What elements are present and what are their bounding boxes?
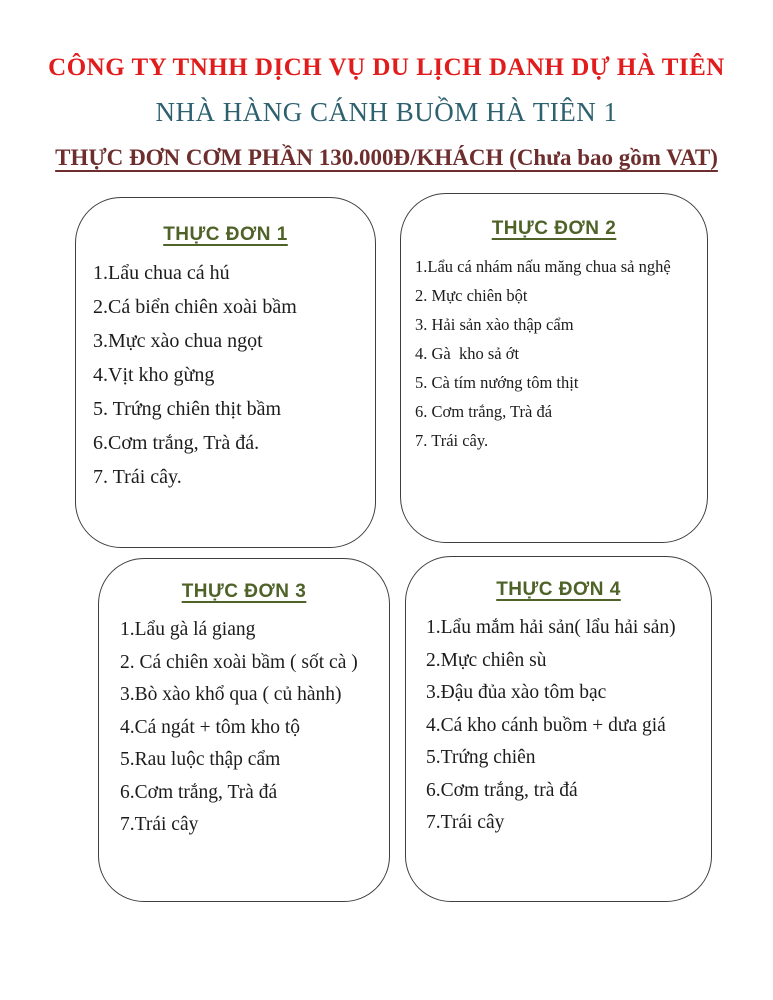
- menu-item: 7. Trái cây.: [93, 466, 182, 488]
- menu-item: 6.Cơm trắng, trà đá: [426, 779, 578, 801]
- menu-item: 6. Cơm trắng, Trà đá: [415, 402, 553, 421]
- menu-item: 4.Vịt kho gừng: [93, 364, 215, 386]
- menu-box-2: [400, 193, 708, 543]
- menu-item: 2.Cá biển chiên xoài bầm: [93, 296, 297, 318]
- menu-item: 4.Cá kho cánh buồm + dưa giá: [426, 714, 666, 736]
- menu-4-title: THỰC ĐƠN 4: [496, 579, 621, 600]
- restaurant-title: NHÀ HÀNG CÁNH BUỒM HÀ TIÊN 1: [155, 97, 618, 127]
- menu-item: 7. Trái cây.: [415, 431, 489, 450]
- menu-item: 1.Lẩu chua cá hú: [93, 262, 230, 284]
- menu-box-4: [405, 556, 712, 902]
- price-header-text: THỰC ĐƠN CƠM PHẦN 130.000Đ/KHÁCH (Chưa bao gồm VAT): [55, 145, 718, 170]
- menu-3-item-list: [99, 614, 389, 842]
- menu-item: 5.Trứng chiên: [426, 747, 536, 768]
- menu-box-3: [98, 558, 390, 902]
- menu-item: 5. Cà tím nướng tôm thịt: [415, 373, 579, 392]
- menu-item: 4. Gà kho sả ớt: [415, 344, 520, 363]
- menu-item: 3. Hải sản xào thập cẩm: [415, 315, 574, 334]
- menu-2-item-list: [401, 252, 707, 455]
- menu-item: 2.Mực chiên sù: [426, 649, 547, 671]
- menu-item: 1.Lẩu gà lá giang: [120, 619, 256, 640]
- price-header: [0, 145, 773, 171]
- menu-3-title: THỰC ĐƠN 3: [181, 581, 307, 602]
- menu-item: 4.Cá ngát + tôm kho tộ: [120, 716, 300, 738]
- menu-item: 3.Bò xào khổ qua ( củ hành): [120, 684, 342, 705]
- menu-2-title: THỰC ĐƠN 2: [491, 218, 617, 239]
- company-title: CÔNG TY TNHH DỊCH VỤ DU LỊCH DANH DỰ HÀ TIÊN: [48, 54, 725, 81]
- menu-box-1: [75, 197, 376, 548]
- menu-item: 6.Cơm trắng, Trà đá.: [93, 432, 260, 454]
- menu-item: 3.Đậu đủa xào tôm bạc: [426, 682, 607, 703]
- menu-1-item-list: [76, 256, 375, 494]
- menu-item: 2. Cá chiên xoài bầm ( sốt cà ): [120, 651, 358, 673]
- menu-item: 1.Lẩu mắm hải sản( lẩu hải sản): [426, 617, 676, 638]
- menu-item: 1.Lẩu cá nhám nấu măng chua sả nghệ: [415, 257, 671, 276]
- menu-item: 7.Trái cây: [120, 814, 199, 835]
- menu-item: 5. Trứng chiên thịt bầm: [93, 398, 282, 420]
- menu-item: 2. Mực chiên bột: [415, 286, 528, 305]
- menu-1-title: THỰC ĐƠN 1: [163, 224, 288, 245]
- menu-item: 5.Rau luộc thập cẩm: [120, 749, 281, 770]
- menu-item: 7.Trái cây: [426, 812, 505, 833]
- menu-item: 6.Cơm trắng, Trà đá: [120, 781, 278, 803]
- menu-4-item-list: [406, 612, 711, 840]
- menu-item: 3.Mực xào chua ngọt: [93, 330, 263, 352]
